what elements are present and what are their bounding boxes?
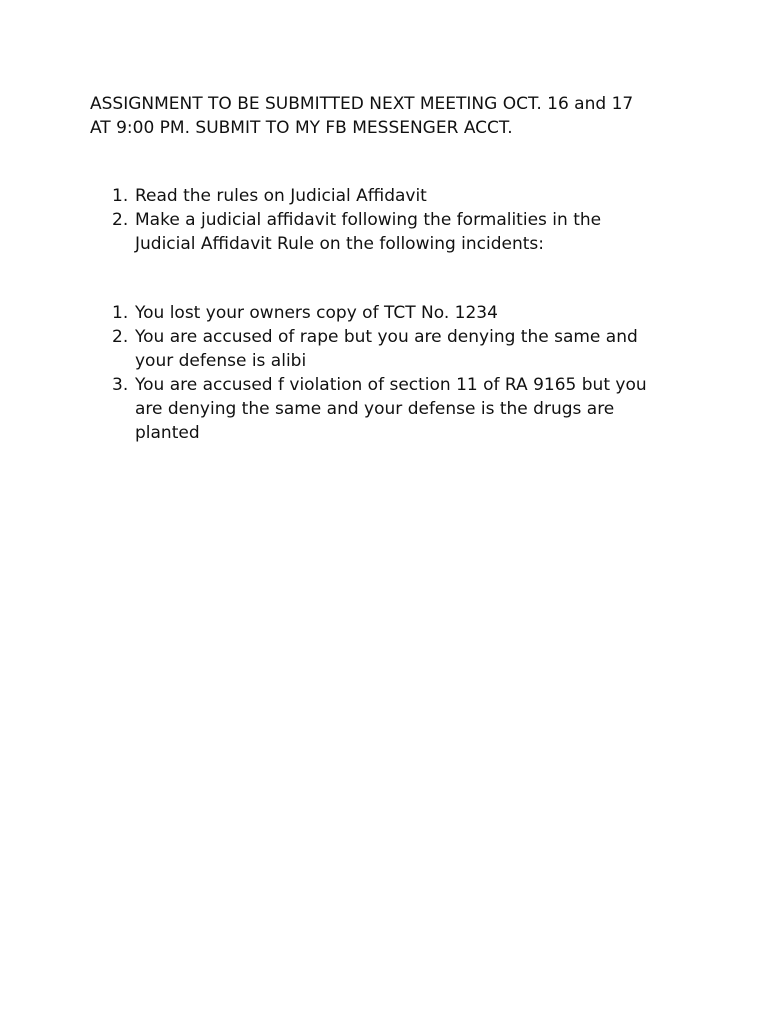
list-item-text: You lost your owners copy of TCT No. 1234	[135, 303, 498, 323]
heading-line-1: ASSIGNMENT TO BE SUBMITTED NEXT MEETING OCT. 16 and 17	[90, 94, 634, 114]
list-item-text: Make a judicial affidavit following the formalities in the	[135, 210, 602, 230]
list-item-text: Judicial Affidavit Rule on the following incidents:	[135, 234, 545, 254]
assignment-heading	[90, 92, 710, 140]
instructions-list	[90, 184, 690, 256]
list-item-text: You are accused f violation of section 11 of RA 9165 but you	[135, 375, 647, 395]
list-item	[90, 373, 690, 445]
list-item-number: 3.	[112, 375, 129, 395]
list-item-number: 2.	[112, 210, 129, 230]
list-item	[90, 184, 690, 208]
list-item	[90, 301, 690, 325]
list-item-number: 2.	[112, 327, 129, 347]
list-item-text: You are accused of rape but you are denying the same and	[135, 327, 638, 347]
list-item-text: are denying the same and your defense is the drugs are	[135, 399, 615, 419]
list-item-text: your defense is alibi	[135, 351, 307, 371]
list-item-number: 1.	[112, 186, 129, 206]
list-item	[90, 325, 690, 373]
heading-line-2: AT 9:00 PM. SUBMIT TO MY FB MESSENGER ACCT.	[90, 118, 513, 138]
incidents-list	[90, 301, 690, 445]
list-item-number: 1.	[112, 303, 129, 323]
list-item	[90, 208, 690, 256]
list-item-text: Read the rules on Judicial Affidavit	[135, 186, 427, 206]
list-item-text: planted	[135, 423, 200, 443]
